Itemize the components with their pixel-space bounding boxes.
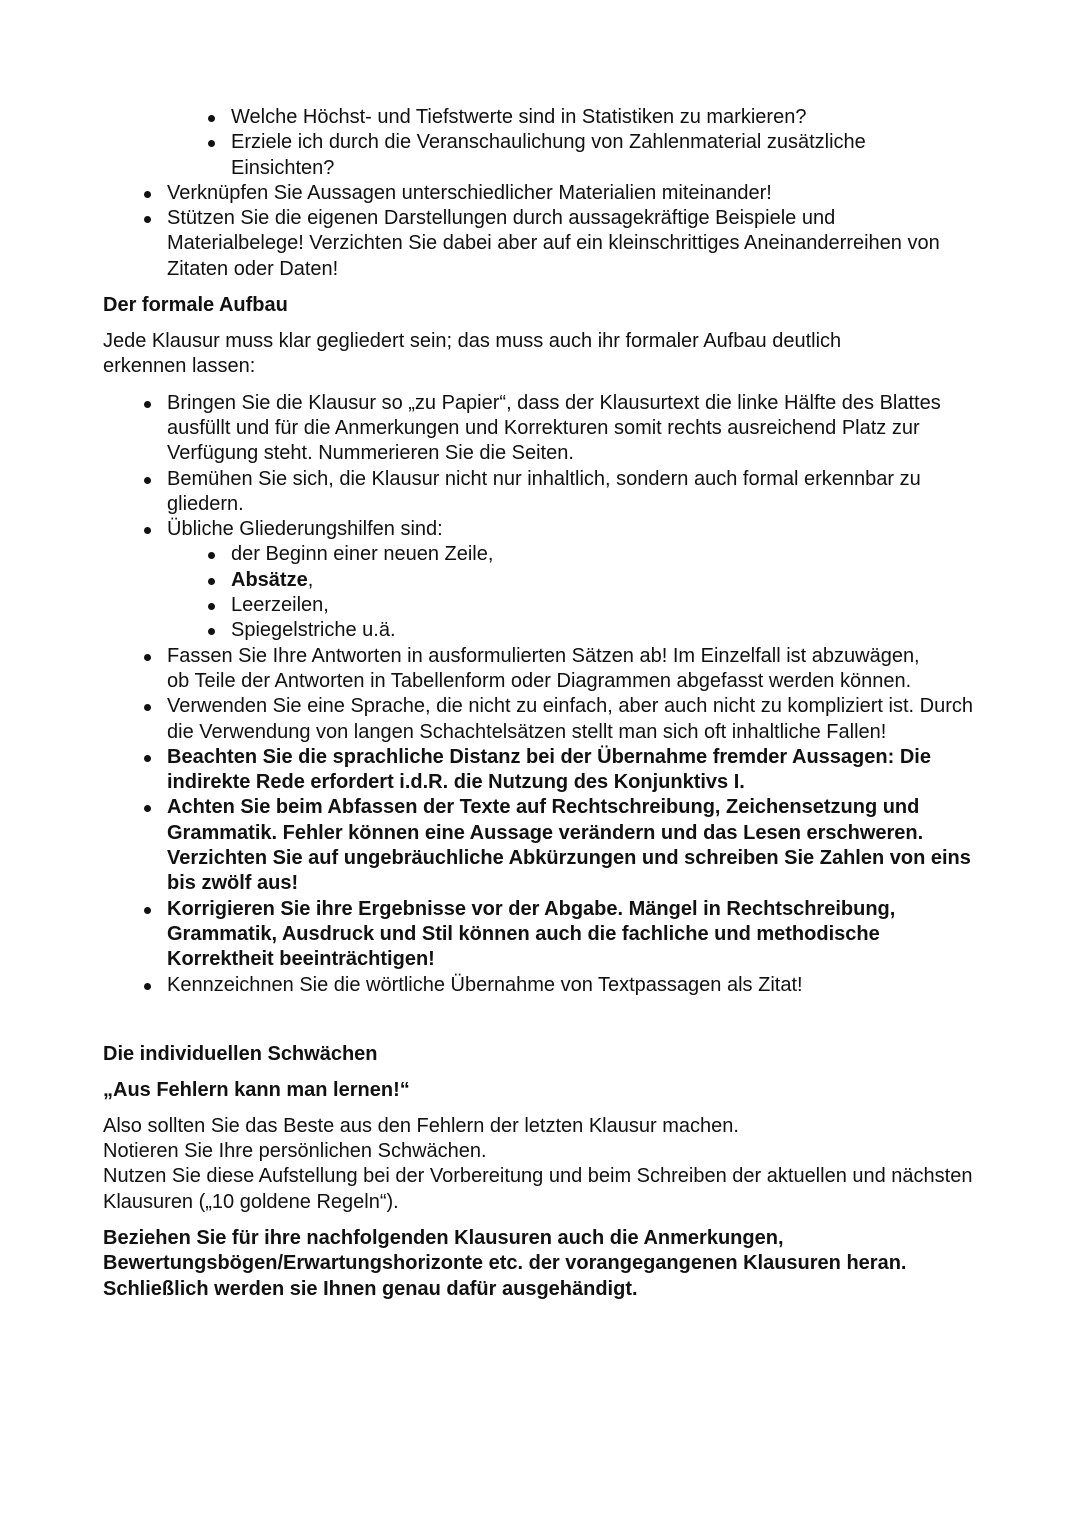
nested-list-statistics [103, 105, 983, 181]
text-line: Notieren Sie Ihre persönlichen Schwächen. [103, 1140, 487, 1163]
bullet-list-material [103, 181, 983, 282]
section-heading-formal: Der formale Aufbau [103, 294, 288, 317]
punctuation: , [307, 568, 314, 591]
list-item-bold: Achten Sie beim Abfassen der Texte auf Rechtschreibung, Zeichensetzung und Grammatik. Fehler können eine Aussage verändern und das Lesen erschweren. Verzichten Sie auf ungebräuchliche Abkürzungen und schreiben Sie Zahlen von eins bis zwölf aus! [103, 795, 983, 896]
section-subheading-quote: „Aus Fehlern kann man lernen!“ [103, 1078, 410, 1101]
list-item: Bemühen Sie sich, die Klausur nicht nur inhaltlich, sondern auch formal erkennbar zu gliedern. [103, 467, 983, 518]
list-item: Verwenden Sie eine Sprache, die nicht zu einfach, aber auch nicht zu kompliziert ist. Durch die Verwendung von langen Schachtelsätzen stellt man sich oft inhaltliche Fallen! [103, 694, 983, 745]
weaknesses-paragraph [103, 1114, 983, 1215]
list-item-bold: Korrigieren Sie ihre Ergebnisse vor der Abgabe. Mängel in Rechtschreibung, Grammatik, Ausdruck und Stil können auch die fachliche und methodische Korrektheit beeinträchtigen! [103, 897, 983, 973]
list-item: der Beginn einer neuen Zeile, [103, 542, 983, 567]
bullet-list-formal [103, 391, 983, 543]
list-item: Übliche Gliederungshilfen sind: [103, 517, 983, 542]
nested-list-structure-aids [103, 542, 983, 643]
text-line: Nutzen Sie diese Aufstellung bei der Vorbereitung und beim Schreiben der aktuellen und nächsten Klausuren („10 goldene Regeln“). [103, 1165, 973, 1213]
list-item: Erziele ich durch die Veranschaulichung von Zahlenmaterial zusätzliche Einsichten? [103, 130, 931, 181]
list-item-bold: Beachten Sie die sprachliche Distanz bei der Übernahme fremder Aussagen: Die indirekte Rede erfordert i.d.R. die Nutzung des Konjunktivs I. [103, 745, 983, 796]
list-item: Spiegelstriche u.ä. [103, 618, 983, 643]
text-line: Also sollten Sie das Beste aus den Fehlern der letzten Klausur machen. [103, 1114, 739, 1137]
list-item: Verknüpfen Sie Aussagen unterschiedlicher Materialien miteinander! [103, 181, 983, 206]
closing-bold-paragraph: Beziehen Sie für ihre nachfolgenden Klausuren auch die Anmerkungen, Bewertungsbögen/Erwartungshorizonte etc. der vorangegangenen Klausuren heran. Schließlich werden sie Ihnen genau dafür ausgehändigt. [103, 1226, 907, 1300]
intro-paragraph: Jede Klausur muss klar gegliedert sein; das muss auch ihr formaler Aufbau deutlich erkennen lassen: [103, 330, 842, 378]
section-heading-weaknesses: Die individuellen Schwächen [103, 1042, 378, 1065]
list-item: Stützen Sie die eigenen Darstellungen durch aussagekräftige Beispiele und Materialbelege! Verzichten Sie dabei aber auf ein kleinschrittiges Aneinanderreihen von Zitaten oder Daten! [103, 206, 983, 282]
bold-term: Absätze [231, 568, 308, 591]
list-item: Kennzeichnen Sie die wörtliche Übernahme von Textpassagen als Zitat! [103, 973, 983, 998]
document-page [103, 105, 983, 1302]
bullet-list-formal-cont [103, 644, 983, 998]
list-item: Bringen Sie die Klausur so „zu Papier“, dass der Klausurtext die linke Hälfte des Blattes ausfüllt und für die Anmerkungen und Korrekturen somit rechts ausreichend Platz zur Verfügung steht. Nummerieren Sie die Seiten. [103, 391, 983, 467]
list-item: Leerzeilen, [103, 593, 983, 618]
list-item [103, 568, 983, 593]
list-item: Welche Höchst- und Tiefstwerte sind in Statistiken zu markieren? [103, 105, 983, 130]
list-item: Fassen Sie Ihre Antworten in ausformulierten Sätzen ab! Im Einzelfall ist abzuwägen, ob Teile der Antworten in Tabellenform oder Diagrammen abgefasst werden können. [103, 644, 983, 695]
